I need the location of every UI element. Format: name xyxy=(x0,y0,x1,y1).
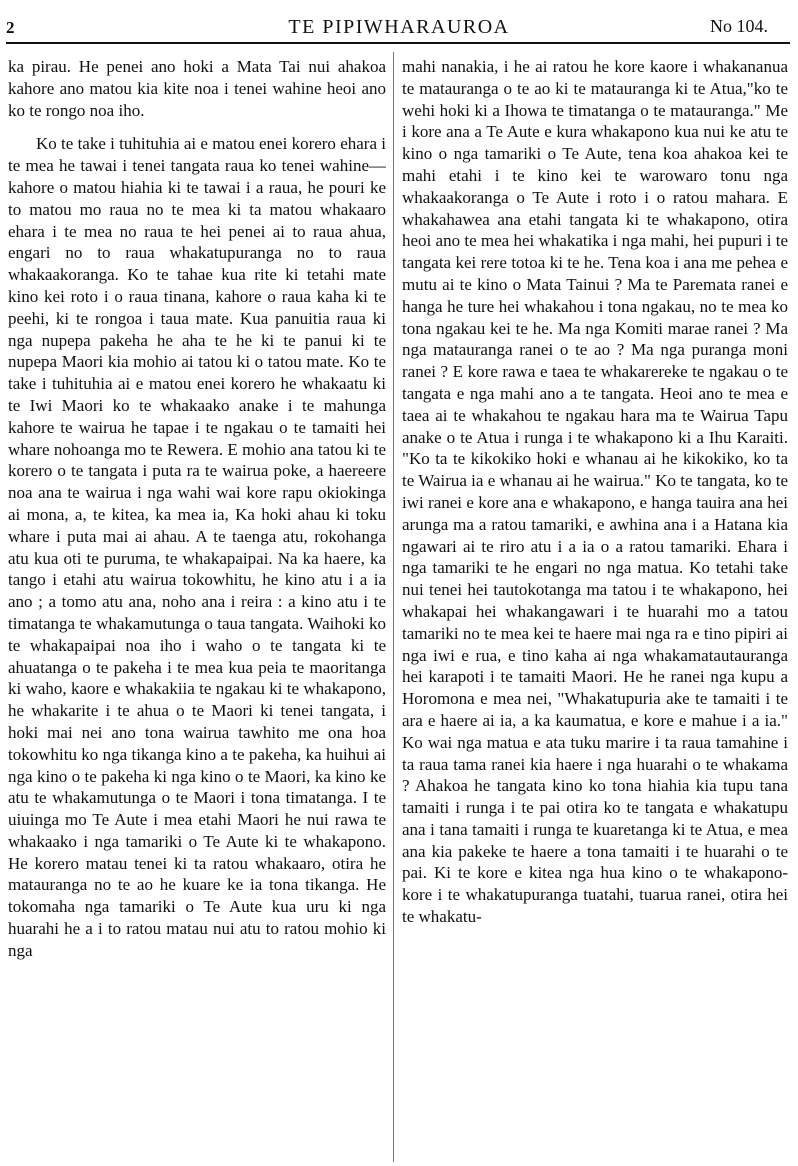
newspaper-title: TE PIPIWHARAUROA xyxy=(288,16,510,38)
page-number: 2 xyxy=(6,18,15,37)
issue-number: No 104. xyxy=(710,16,768,36)
right-paragraph-1: mahi nanakia, i he ai ratou he kore kaore i whakananua te matauranga o te ao ki te matauranga ki te Atua,"ko te wehi hoki ki a Ihowa te timatanga o te matauranga." Me i kore ana a Te Aute e kura whakapono kua nui ke atu te kino o nga tamariki o Te Aute, tena koa ahakoa kei te mahi etahi i te kino kei te warowaro tonu nga whakaakoranga o Te Aute i roto i o ratou mahara. E whakahawea ana etahi tangata ki te whakapono, otira heoi ano te mea hei whakatika i nga mahi, hei pupuri i te tangata kei rere totoa ki te he. Tena koa i ana me pehea e mutu ai te kino o Mata Tainui ? Ma te Paremata ranei e hanga he ture hei whakahou i tona ngakau, no te mea ko tona ngakau kei te he. Ma nga Komiti marae ranei ? Ma nga matauranga ranei o te ao ? Ma nga puranga moni ranei ? E kore rawa e taea te whakarereke te ngakau o te tangata e nga mahi ano a te tangata. Heoi ano te mea e taea ai te whakahou te ngakau hara ma te Wairua Tapu anake o te Atua i runga i te whakapono ki a Ihu Karaiti. "Ko ta te kikokiko hoki e whanau ai he kikokiko, ko ta te Wairua ia e whanau ai he wairua." Ko te tangata, ko te iwi ranei e kore ana e whakapono, e hanga tauira ana hei arunga ma a ratou tamariki, e awhina ana i a Hatana kia ngawari ai te riro atu i a ia o a ratou tamariki. Ehara i nga tamariki te he engari no nga matua. Ko tetahi take nui tenei hei tautokotanga ma tatou i te whakapono, hei whakapai hei whakangawari i te huarahi mo a tatou tamariki no te mea kei te haere mai nga ra e tino pipiri ai nga iwi e rua, e tino kaha ai nga whakamatautauranga hei karapoti i te tamaiti Maori. He he ranei nga kupu a Horomona e mea nei, "Whakatupuria ake te tamaiti i te ara e haere ai ia, a ka kaumatua, e kore e mahue i a ia." Ko wai nga matua e ata tuku marire i ta raua tamahine i ta raua tama ranei kia haere i nga huarahi o te whakama ? Ahakoa he tangata kino ko tona hiahia kia tupu tana tamaiti i runga i te pai otira ko te tangata e whakatupu ana i tana tamaiti i runga te kuaretanga ki te Atua, e mea ana kia pakeke te haere a tona tamaiti i te huarahi o te pai. Ki te kore e kitea nga hua kino o te whakapono-kore i te whakatupuranga tuatahi, tuarua ranei, otira hei te whakatu- xyxy=(402,57,788,927)
left-column xyxy=(8,56,386,1161)
column-divider xyxy=(393,52,394,1162)
right-column xyxy=(402,56,788,1161)
left-paragraph-2: Ko te take i tuhituhia ai e matou enei korero ehara i te mea he tawai i tenei tangata raua ko tenei wahine—kahore o matou hiahia ki te tawai i a raua, he pouri ke to matou mo raua no te mea ki ta matou whakaaro ehara i te mea no raua te hei penei ai to raua ahua, engari no to raua whakatupuranga no to raua whakaakoranga. Ko te tahae kua rite ki tetahi mate kino kei roto i o raua tinana, kahore o raua kaha ki te peehi, ki te rongoa i taua mate. Kua panuitia raua ki nga nupepa pakeha he aha te he ki te panui ki te nupepa Maori kia mohio ai tatou ki o tatou mate. Ko te take i tuhituhia ai e matou enei korero he whakaatu ki te Iwi Maori ko te whakaako anake i te mahunga kahore te wairua he tapae i te ngakau o te tamaiti hei whare nohoanga mo te Rewera. E mohio ana tatou ki te korero o te tangata i puta ra te wairua poke, a haereere noa ana te wairua i nga wahi wai kore rapu okiokinga ai mona, a, te kitea, ka mea ia, Ka hoki ahau ki toku whare i puta mai ai ahau. A te taenga atu, rokohanga atu kua oti te puruma, te whakapaipai. Na ka haere, ka tango i etahi atu wairua tokowhitu, he kino atu i a ia ano ; a tomo atu ana, noho ana i reira : a kino atu i te timatanga te whakamutunga o taua tangata. Waihoki ko te whakapaipai noa iho i waho o te tangata ki te ahuatanga o te pakeha i te mea kua peia te maoritanga ki waho, kaore e whakakiia te ngakau ki te whakapono, he whakarite i te ahua o te Maori ki tenei tangata, i hoki mai nei ano tona wairua tawhito me ona hoa tokowhitu ko nga tikanga kino a te pakeha, ka huihui ai nga kino o te pakeha ki nga kino o te Maori, ka kino ke atu te whakamutunga o te Maori i tona timatanga. I te uiuinga mo Te Aute i mea etahi Maori he nui rawa te whakaako i nga tamariki o Te Aute ki te whakapono. He korero matau tenei ki ta ratou whakaaro, otira he matauranga no te ao he kuare ke ia tona tikanga. He tokomaha nga tamariki o Te Aute kua uru ki nga huarahi he a i to ratou matau nui atu to ratou mohio ki nga xyxy=(8,134,386,960)
header-rule xyxy=(6,42,790,44)
left-paragraph-1: ka pirau. He penei ano hoki a Mata Tai nui ahakoa kahore ano matou kia kite noa i tenei wahine heoi ano ko te rongo noa iho. xyxy=(8,57,386,120)
